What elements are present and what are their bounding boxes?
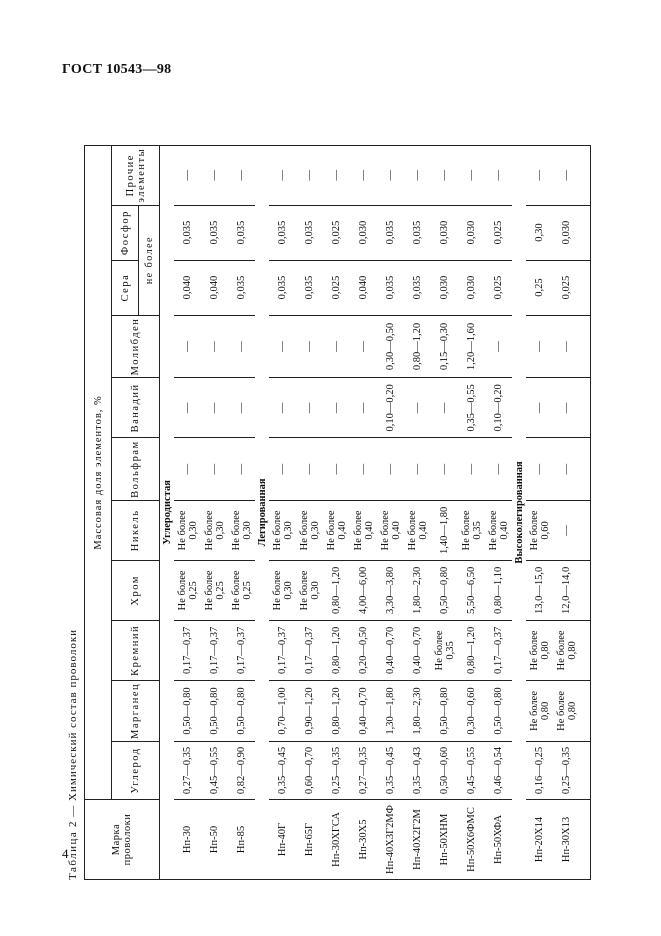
- table-cell: 0,45—0,55: [458, 742, 485, 800]
- table-cell: —: [201, 438, 228, 501]
- table-cell: —: [377, 438, 404, 501]
- table-row: [350, 145, 377, 879]
- table-cell: —: [350, 145, 377, 205]
- table-cell: Не более 0,25: [228, 560, 255, 620]
- table-row: [201, 145, 228, 879]
- table-cell: Не более 0,25: [201, 560, 228, 620]
- table-cell: 0,80—1,20: [404, 315, 431, 378]
- header-silicon: Кремний: [112, 620, 160, 680]
- table-cell: —: [526, 315, 553, 378]
- table-cell: 0,27—0,35: [350, 742, 377, 800]
- spacer-cell: [580, 438, 591, 501]
- table-cell: Не более 0,40: [350, 500, 377, 560]
- table-cell: 0,45—0,55: [201, 742, 228, 800]
- table-cell: 0,040: [201, 260, 228, 315]
- table-cell: 0,035: [404, 260, 431, 315]
- spacer-cell: [580, 500, 591, 560]
- table-cell: 0,025: [553, 260, 580, 315]
- table-row: [323, 145, 350, 879]
- table-cell: —: [174, 145, 201, 205]
- table-cell: Не более 0,40: [404, 500, 431, 560]
- table-cell: —: [201, 145, 228, 205]
- table-cell: 0,20—0,50: [350, 620, 377, 680]
- table-cell: 0,25—0,35: [553, 742, 580, 800]
- header-tungsten: Вольфрам: [112, 438, 160, 501]
- table-cell: 0,035: [269, 260, 296, 315]
- wire-grade-cell: Нп-40Х2Г2М: [404, 800, 431, 880]
- section-row: [160, 145, 175, 879]
- table-cell: —: [350, 315, 377, 378]
- table-cell: —: [377, 145, 404, 205]
- table-cell: 0,46—0,54: [485, 742, 512, 800]
- page-number: 4: [62, 846, 69, 861]
- table-cell: Не более 0,30: [269, 500, 296, 560]
- table-cell: 0,50—0,80: [431, 560, 458, 620]
- table-cell: 0,025: [323, 260, 350, 315]
- table-cell: —: [269, 438, 296, 501]
- table-cell: Не более 0,35: [458, 500, 485, 560]
- table-cell: 0,27—0,35: [174, 742, 201, 800]
- table-cell: —: [228, 378, 255, 438]
- header-phosphorus: Фосфор: [112, 205, 139, 260]
- table-cell: —: [431, 438, 458, 501]
- header-molybdenum: Молибден: [112, 315, 160, 378]
- table-cell: Не более 0,30: [174, 500, 201, 560]
- table-cell: —: [431, 378, 458, 438]
- table-cell: —: [553, 438, 580, 501]
- header-sulfur: Сера: [112, 260, 139, 315]
- table-cell: 0,90—1,20: [296, 680, 323, 741]
- table-cell: —: [404, 438, 431, 501]
- table-cell: Не более 0,40: [323, 500, 350, 560]
- table-cell: —: [323, 438, 350, 501]
- document-header: ГОСТ 10543—98: [62, 62, 172, 77]
- table-cell: 0,80—1,20: [323, 560, 350, 620]
- table-cell: 0,17—0,37: [201, 620, 228, 680]
- spacer-cell: [580, 378, 591, 438]
- table-cell: —: [296, 438, 323, 501]
- wire-grade-cell: Нп-50ХНМ: [431, 800, 458, 880]
- table-cell: —: [228, 145, 255, 205]
- table-cell: 13,0—15,0: [526, 560, 553, 620]
- table-cell: —: [174, 378, 201, 438]
- section-row: [512, 145, 526, 879]
- table-row: [458, 145, 485, 879]
- table-cell: 0,040: [174, 260, 201, 315]
- table-cell: —: [350, 378, 377, 438]
- table-cell: 0,50—0,80: [201, 680, 228, 741]
- table-cell: Не более 0,35: [431, 620, 458, 680]
- table-cell: —: [526, 438, 553, 501]
- table-cell: Не более 0,80: [526, 680, 553, 741]
- table-row: [174, 145, 201, 879]
- table-cell: 0,17—0,37: [269, 620, 296, 680]
- table-cell: 0,80—1,20: [458, 620, 485, 680]
- wire-grade-cell: Нп-50: [201, 800, 228, 880]
- table-row: [553, 145, 580, 879]
- section-row: [255, 145, 269, 879]
- spacer-cell: [580, 800, 591, 880]
- table-row: [431, 145, 458, 879]
- table-cell: Не более 0,40: [377, 500, 404, 560]
- table-cell: —: [296, 378, 323, 438]
- table-bottom-spacer: [580, 145, 591, 879]
- table-row: [269, 145, 296, 879]
- table-cell: 0,17—0,37: [174, 620, 201, 680]
- table-cell: 0,50—0,80: [485, 680, 512, 741]
- table-row: [404, 145, 431, 879]
- header-chromium: Хром: [112, 560, 160, 620]
- table-cell: —: [458, 438, 485, 501]
- wire-grade-cell: Нп-30Х5: [350, 800, 377, 880]
- table-cell: —: [404, 145, 431, 205]
- table-cell: Не более 0,40: [485, 500, 512, 560]
- table-cell: —: [553, 145, 580, 205]
- table-cell: 0,15—0,30: [431, 315, 458, 378]
- table-cell: 0,50—0,80: [174, 680, 201, 741]
- wire-grade-cell: Нп-85: [228, 800, 255, 880]
- table-cell: —: [485, 315, 512, 378]
- table-cell: 0,25—0,35: [323, 742, 350, 800]
- table-cell: 0,80—1,10: [485, 560, 512, 620]
- table-cell: 1,20—1,60: [458, 315, 485, 378]
- spacer-cell: [580, 260, 591, 315]
- table-cell: —: [201, 315, 228, 378]
- table-cell: 0,80—1,20: [323, 680, 350, 741]
- table-caption-label: Таблица: [67, 830, 79, 880]
- table-caption-text: 2 — Химический состав проволоки: [67, 628, 79, 831]
- table-cell: 0,70—1,00: [269, 680, 296, 741]
- table-cell: —: [485, 145, 512, 205]
- table-cell: Не более 0,60: [526, 500, 553, 560]
- wire-grade-cell: Нп-65Г: [296, 800, 323, 880]
- table-cell: —: [323, 145, 350, 205]
- header-mass-fraction: Массовая доля элементов, %: [85, 145, 112, 799]
- table-cell: 1,30—1,80: [377, 680, 404, 741]
- table-cell: 0,10—0,20: [485, 378, 512, 438]
- header-nickel: Никель: [112, 500, 160, 560]
- table-cell: —: [174, 438, 201, 501]
- table-cell: —: [174, 315, 201, 378]
- table-cell: 0,040: [350, 260, 377, 315]
- table-cell: 0,50—0,80: [431, 680, 458, 741]
- table-cell: —: [323, 378, 350, 438]
- table-cell: —: [350, 438, 377, 501]
- spacer-cell: [580, 560, 591, 620]
- spacer-cell: [580, 205, 591, 260]
- table-cell: 0,17—0,37: [296, 620, 323, 680]
- table-cell: Не более 0,80: [553, 620, 580, 680]
- chemical-composition-table: [84, 145, 591, 880]
- table-cell: 0,30: [526, 205, 553, 260]
- table-cell: 0,40—0,70: [404, 620, 431, 680]
- table-cell: 12,0—14,0: [553, 560, 580, 620]
- table-cell: —: [404, 378, 431, 438]
- header-vanadium: Ванадий: [112, 378, 160, 438]
- wire-grade-cell: Нп-20Х14: [526, 800, 553, 880]
- table-cell: 5,50—6,50: [458, 560, 485, 620]
- table-row: [377, 145, 404, 879]
- table-cell: 0,030: [431, 205, 458, 260]
- table-cell: 0,35—0,45: [269, 742, 296, 800]
- table-cell: 0,17—0,37: [228, 620, 255, 680]
- wire-grade-cell: Нп-40Г: [269, 800, 296, 880]
- table-cell: 0,030: [553, 205, 580, 260]
- spacer-cell: [580, 145, 591, 205]
- table-cell: Не более 0,80: [553, 680, 580, 741]
- table-cell: —: [228, 438, 255, 501]
- table-cell: 0,030: [458, 205, 485, 260]
- table-cell: —: [296, 315, 323, 378]
- table-cell: —: [485, 438, 512, 501]
- table-cell: 0,025: [485, 260, 512, 315]
- table-cell: —: [201, 378, 228, 438]
- table-cell: 0,035: [377, 205, 404, 260]
- table-cell: Не более 0,30: [296, 500, 323, 560]
- header-note-max: не более: [139, 205, 160, 315]
- header-manganese: Марганец: [112, 680, 160, 741]
- table-cell: Не более 0,80: [526, 620, 553, 680]
- table-cell: 0,50—0,60: [431, 742, 458, 800]
- table-cell: 0,035: [228, 205, 255, 260]
- table-cell: 3,30—3,80: [377, 560, 404, 620]
- table-cell: 0,035: [296, 205, 323, 260]
- table-cell: 0,35—0,45: [377, 742, 404, 800]
- table-cell: 0,60—0,70: [296, 742, 323, 800]
- table-cell: 1,80—2,30: [404, 680, 431, 741]
- table-cell: 0,17—0,37: [485, 620, 512, 680]
- table-cell: —: [431, 145, 458, 205]
- table-cell: 0,035: [404, 205, 431, 260]
- table-cell: 0,10—0,20: [377, 378, 404, 438]
- spacer-cell: [580, 315, 591, 378]
- table-cell: 0,025: [323, 205, 350, 260]
- table-cell: —: [323, 315, 350, 378]
- table-cell: 0,035: [377, 260, 404, 315]
- wire-grade-cell: Нп-40Х3Г2МФ: [377, 800, 404, 880]
- table-cell: 0,50—0,80: [228, 680, 255, 741]
- table-cell: 0,40—0,70: [350, 680, 377, 741]
- wire-grade-cell: Нп-50ХФА: [485, 800, 512, 880]
- table-cell: Не более 0,30: [201, 500, 228, 560]
- table-cell: Не более 0,30: [296, 560, 323, 620]
- wire-grade-cell: Нп-30ХГСА: [323, 800, 350, 880]
- table-cell: 0,035: [296, 260, 323, 315]
- table-cell: —: [553, 378, 580, 438]
- spacer-cell: [580, 742, 591, 800]
- wire-grade-cell: Нп-50Х6ФМС: [458, 800, 485, 880]
- table-row: [485, 145, 512, 879]
- table-cell: —: [553, 315, 580, 378]
- table-cell: —: [269, 378, 296, 438]
- table-cell: 0,030: [350, 205, 377, 260]
- table-cell: Не более 0,25: [174, 560, 201, 620]
- table-cell: 0,16—0,25: [526, 742, 553, 800]
- header-carbon: Углерод: [112, 742, 160, 800]
- table-cell: Не более 0,30: [228, 500, 255, 560]
- table-cell: —: [269, 315, 296, 378]
- wire-grade-cell: Нп-30: [174, 800, 201, 880]
- table-row: [526, 145, 553, 879]
- table-cell: —: [526, 378, 553, 438]
- table-cell: 0,030: [458, 260, 485, 315]
- section-title: Высоколегированная: [512, 145, 526, 879]
- table-cell: 0,40—0,70: [377, 620, 404, 680]
- table-cell: —: [553, 500, 580, 560]
- table-cell: —: [228, 315, 255, 378]
- table-cell: 0,25: [526, 260, 553, 315]
- rotated-page-content: [62, 100, 587, 880]
- table-cell: 0,35—0,55: [458, 378, 485, 438]
- table-cell: Не более 0,30: [269, 560, 296, 620]
- table-cell: 0,035: [228, 260, 255, 315]
- table-cell: 0,030: [431, 260, 458, 315]
- table-cell: 0,035: [201, 205, 228, 260]
- table-cell: 0,025: [485, 205, 512, 260]
- table-caption: [62, 629, 84, 880]
- table-cell: 0,80—1,20: [323, 620, 350, 680]
- table-body: [160, 145, 591, 879]
- table-cell: 0,035: [174, 205, 201, 260]
- table-cell: 0,30—0,50: [377, 315, 404, 378]
- spacer-cell: [580, 620, 591, 680]
- header-other-elements: Прочие элементы: [112, 145, 160, 205]
- table-cell: —: [458, 145, 485, 205]
- table-cell: 0,30—0,60: [458, 680, 485, 741]
- table-cell: —: [526, 145, 553, 205]
- table-cell: 0,035: [269, 205, 296, 260]
- table-cell: —: [296, 145, 323, 205]
- table-cell: —: [269, 145, 296, 205]
- table-row: [296, 145, 323, 879]
- table-cell: 1,80—2,30: [404, 560, 431, 620]
- wire-grade-cell: Нп-30Х13: [553, 800, 580, 880]
- table-row: [228, 145, 255, 879]
- table-cell: 4,00—6,00: [350, 560, 377, 620]
- table-cell: 0,82—0,90: [228, 742, 255, 800]
- table-cell: 0,35—0,43: [404, 742, 431, 800]
- table-cell: 1,40—1,80: [431, 500, 458, 560]
- header-grade: Марка проволоки: [85, 800, 160, 880]
- spacer-cell: [580, 680, 591, 741]
- section-title: Легированная: [255, 145, 269, 879]
- section-title: Углеродистая: [160, 145, 175, 879]
